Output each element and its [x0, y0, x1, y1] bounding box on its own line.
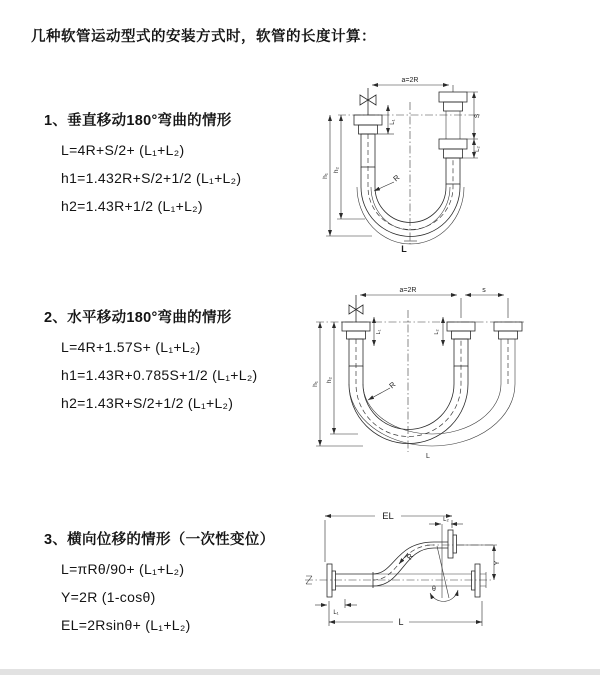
section-2-heading: 2、水平移动180°弯曲的情形: [44, 310, 232, 326]
dim-l1-label: L₁: [376, 329, 382, 335]
valve-icon: [360, 88, 376, 115]
page-title: 几种软管运动型式的安装方式时，软管的长度计算：: [31, 29, 376, 45]
dim-l1-label: L₁: [333, 610, 339, 616]
formula-h1: h1=1.43R+0.785S+1/2 (L₁+L₂): [61, 367, 258, 383]
dim-h2-label: h₂: [333, 166, 340, 174]
formula-h2: h2=1.43R+S/2+1/2 (L₁+L₂): [61, 395, 234, 411]
dim-h1-label: h₁: [312, 381, 319, 387]
angle-label: θ: [432, 586, 436, 593]
length-label: L: [398, 617, 404, 627]
radius-label: R: [387, 379, 398, 391]
radius-label: R: [391, 172, 402, 184]
formula-y: Y=2R (1-cosθ): [61, 589, 156, 605]
section-3-heading: 3、横向位移的情形（一次性变位）: [44, 532, 275, 548]
valve-icon: [349, 295, 363, 322]
dim-h2-label: h₂: [326, 376, 333, 384]
section-lateral-shift: [44, 528, 274, 633]
dim-l2-label: L₂: [443, 517, 449, 523]
dimension-lines: [312, 287, 508, 460]
dimension-lines: [322, 77, 481, 254]
section-horizontal-bend: [44, 306, 258, 411]
dim-a-label: a=2R: [401, 77, 419, 84]
formula-el: EL=2Rsinθ+ (L₁+L₂): [61, 617, 191, 633]
formula-h1: h1=1.432R+S/2+1/2 (L₁+L₂): [61, 170, 242, 186]
hose-fittings: [354, 92, 467, 184]
formula-h2: h2=1.43R+1/2 (L₁+L₂): [61, 198, 203, 214]
dim-el-label: EL: [382, 511, 394, 522]
section-vertical-bend: [44, 109, 241, 214]
diagram-vertical-180-bend: [310, 72, 592, 260]
centerlines: [305, 545, 495, 584]
dim-l1-label: L₁: [390, 119, 396, 125]
length-label: L: [426, 453, 430, 460]
dim-h1-label: h₁: [322, 173, 329, 179]
hose-fittings: [342, 322, 522, 384]
formula-length: L=πRθ/90+ (L₁+L₂): [61, 561, 185, 577]
dim-l2-label: L₂: [475, 146, 481, 152]
page-bottom-edge: [0, 669, 600, 675]
radius-label: R: [404, 551, 416, 562]
diagram-lateral-displacement: [297, 502, 599, 650]
formula-length: L=4R+S/2+ (L₁+L₂): [61, 142, 185, 158]
dim-y-label: Y: [494, 560, 501, 566]
dim-s-label: s: [482, 287, 486, 294]
dim-s-label: S: [474, 113, 481, 119]
formula-length: L=4R+1.57S+ (L₁+L₂): [61, 339, 201, 355]
section-1-heading: 1、垂直移动180°弯曲的情形: [44, 113, 232, 129]
dimension-lines: [315, 511, 501, 627]
length-label: L: [401, 244, 407, 254]
dim-l2-label: L₂: [434, 329, 440, 335]
dim-a-label: a=2R: [399, 287, 417, 294]
diagram-horizontal-180-bend: [308, 284, 600, 464]
hose-body: [373, 542, 434, 586]
hose-body: [349, 339, 515, 446]
hose-body: [357, 134, 464, 244]
